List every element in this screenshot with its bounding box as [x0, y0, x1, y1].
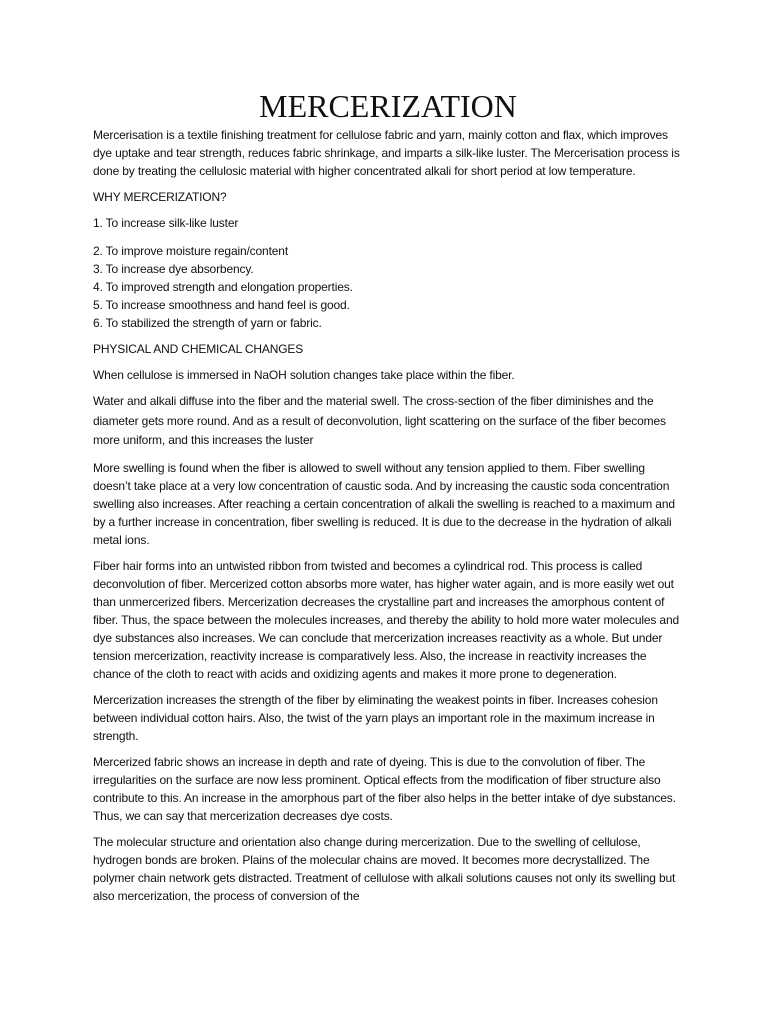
why-list-item: 4. To improved strength and elongation properties. — [93, 280, 353, 294]
why-list — [93, 242, 683, 332]
document-page — [93, 88, 683, 913]
why-list-item-1: 1. To increase silk-like luster — [93, 216, 239, 230]
body-paragraph: Water and alkali diffuse into the fiber and the material swell. The cross-section of the fiber diminishes and the diameter gets more round. And as a result of deconvolution, light scattering on the surface of the fiber becomes more uniform, and this increases the luster — [93, 394, 666, 447]
body-paragraph: Fiber hair forms into an untwisted ribbon from twisted and becomes a cylindrical rod. This process is called deconvolution of fiber. Mercerized cotton absorbs more water, has higher water again, and is more easily wet out than unmercerized fibers. Mercerization decreases the crystalline part and increases the amorphous content of fiber. Thus, the space between the molecules increases, and thereby the ability to hold more water molecules and dye substances also increases. We can conclude that mercerization increases reactivity as a whole. But under tension mercerization, reactivity increase is comparatively less. Also, the increase in reactivity increases the chance of the cloth to react with acids and oxidizing agents and makes it more prone to degeneration. — [93, 558, 679, 681]
document-title: MERCERIZATION — [259, 88, 517, 124]
why-heading: WHY MERCERIZATION? — [93, 190, 227, 204]
why-list-item: 5. To increase smoothness and hand feel is good. — [93, 298, 350, 312]
body-paragraph: Mercerization increases the strength of the fiber by eliminating the weakest points in fiber. Increases cohesion between individual cotton hairs. Also, the twist of the yarn plays an important role in the maximum increase in strength. — [93, 692, 658, 743]
body-paragraph: The molecular structure and orientation also change during mercerization. Due to the swelling of cellulose, hydrogen bonds are broken. Plains of the molecular chains are moved. It becomes more decrystallized. The polymer chain network gets distracted. Treatment of cellulose with alkali solutions causes not only its swelling but also mercerization, the process of conversion of the — [93, 834, 676, 903]
body-paragraph: When cellulose is immersed in NaOH solution changes take place within the fiber. — [93, 368, 515, 382]
body-paragraph: More swelling is found when the fiber is allowed to swell without any tension applied to them. Fiber swelling doesn’t take place at a very low concentration of caustic soda. And by increasing the caustic soda concentration swelling also increases. After reaching a certain concentration of alkali the swelling is reached to a maximum and by a further increase in concentration, fiber swelling is reduced. It is due to the decrease in the hydration of alkali metal ions. — [93, 460, 675, 547]
why-list-item: 6. To stabilized the strength of yarn or fabric. — [93, 316, 322, 330]
body-paragraph: Mercerized fabric shows an increase in depth and rate of dyeing. This is due to the convolution of fiber. The irregularities on the surface are now less prominent. Optical effects from the modification of fiber structure also contribute to this. An increase in the amorphous part of the fiber also helps in the better intake of dye substances. Thus, we can say that mercerization decreases dye costs. — [93, 754, 676, 823]
changes-heading: PHYSICAL AND CHEMICAL CHANGES — [93, 342, 304, 356]
why-list-item: 2. To improve moisture regain/content — [93, 244, 288, 258]
intro-paragraph: Mercerisation is a textile finishing treatment for cellulose fabric and yarn, mainly cotton and flax, which improves dye uptake and tear strength, reduces fabric shrinkage, and imparts a silk-like luster. The Mercerisation process is done by treating the cellulosic material with higher concentrated alkali for short period at low temperature. — [93, 128, 680, 178]
why-list-item: 3. To increase dye absorbency. — [93, 262, 254, 276]
